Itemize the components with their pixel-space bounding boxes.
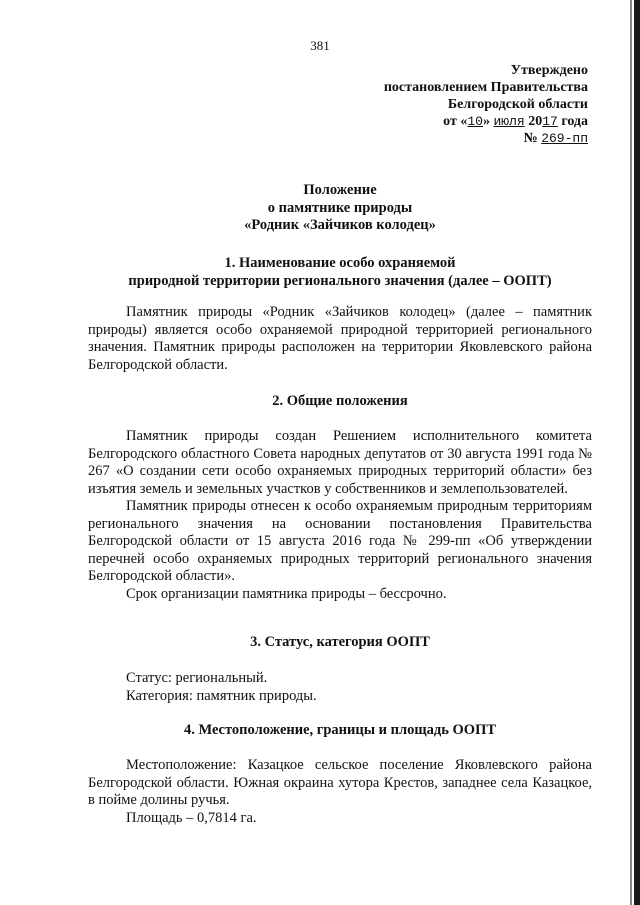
section-3-heading: 3. Статус, категория ООПТ — [250, 634, 430, 650]
title-line-3: «Родник «Зайчиков колодец» — [244, 217, 436, 233]
approval-line-1: Утверждено — [510, 63, 588, 78]
section-4-body — [88, 757, 592, 827]
section-2-paragraph-1: Памятник природы создан Решением исполнительного комитета Белгородского областного Совета народных депутатов от 30 августа 1991 года № 267 «О создании сети особо охраняемых природных территорий области» без изъятия земель и земельных участков у собственников и землепользователей. — [88, 428, 592, 497]
approval-line-2: постановлением Правительства — [383, 80, 588, 95]
section-2-paragraph-3: Срок организации памятника природы – бессрочно. — [126, 585, 447, 602]
status-line: Статус: региональный. — [126, 670, 268, 686]
section-2-body — [88, 428, 592, 603]
category-line: Категория: памятник природы. — [126, 687, 317, 704]
document-title — [88, 182, 592, 235]
section-1-body — [88, 304, 592, 374]
section-2-heading: 2. Общие положения — [272, 393, 408, 409]
location-paragraph: Местоположение: Казацкое сельское поселение Яковлевского района Белгородской области. Южная окраина хутора Крестов, западнее села Казацкое, в пойме долины ручья. — [88, 757, 592, 808]
page-number: 381 — [310, 38, 330, 53]
title-line-1: Положение — [303, 182, 377, 198]
section-2-paragraph-2: Памятник природы отнесен к особо охраняемым природным территориям регионального значения на основании постановления Правительства Белгородской области от 15 августа 2016 года № 299-пп «Об утверждении перечней особо охраняемых природных территорий регионального значения Белгородской области». — [88, 498, 592, 584]
approval-year: 17 — [542, 114, 558, 129]
area-line: Площадь – 0,7814 га. — [126, 809, 257, 826]
approval-line-3: Белгородской области — [447, 97, 588, 112]
scan-edge-shadow — [634, 0, 640, 905]
scan-edge-line — [630, 0, 632, 905]
approval-date: от «10» июля 2017 года — [443, 114, 588, 129]
approval-number: № 269-пп — [523, 131, 588, 146]
section-1-paragraph: Памятник природы «Родник «Зайчиков колодец» (далее – памятник природы) является особо охраняемой природной территорией регионального значения. Памятник природы расположен на территории Яковлевского района Белгородской области. — [88, 304, 592, 373]
approval-day: 10 — [467, 114, 483, 129]
section-4-heading: 4. Местоположение, границы и площадь ООПТ — [183, 722, 497, 738]
section-3-body — [88, 670, 592, 705]
approval-stamp — [338, 62, 588, 147]
section-1-heading: 1. Наименование особо охраняемой природной территории регионального значения (далее – ООПТ) — [128, 255, 552, 289]
approval-month: июля — [493, 114, 525, 129]
title-line-2: о памятнике природы — [267, 199, 413, 216]
